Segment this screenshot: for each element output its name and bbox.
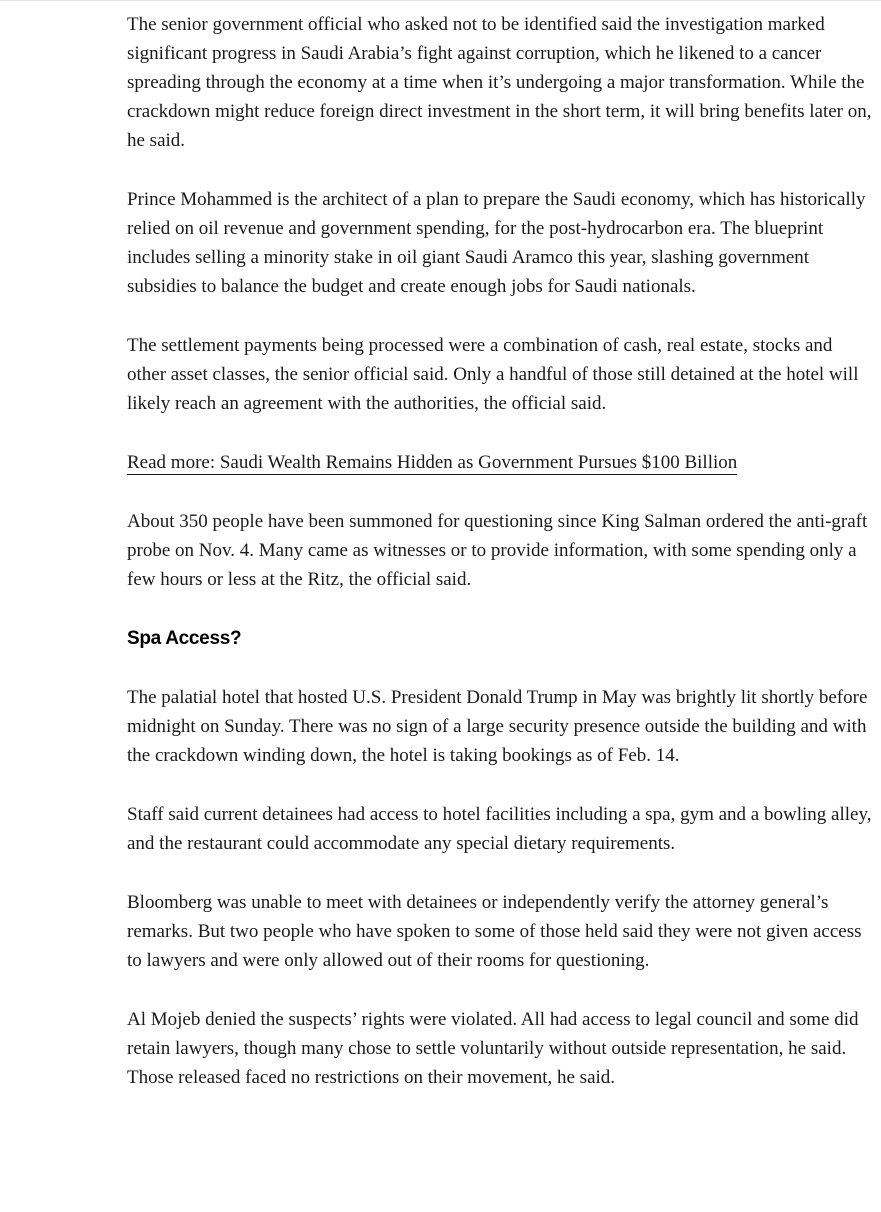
article-paragraph: Bloomberg was unable to meet with detainees or independently verify the attorney general’s remarks. But two people who have spoken to some of those held said they were not given access to lawyers and were only allowed out of their rooms for questioning. [127, 892, 862, 971]
article-paragraph: Prince Mohammed is the architect of a plan to prepare the Saudi economy, which has historically relied on oil revenue and government spending, for the post-hydrocarbon era. The blueprint includes selling a minority stake in oil giant Saudi Aramco this year, slashing government subsidies to balance the budget and create enough jobs for Saudi nationals. [127, 189, 866, 297]
article-paragraph: About 350 people have been summoned for questioning since King Salman ordered the anti-graft probe on Nov. 4. Many came as witnesses or to provide information, with some spending only a few hours or less at the Ritz, the official said. [127, 511, 868, 590]
article-paragraph: The palatial hotel that hosted U.S. President Donald Trump in May was brightly lit shortly before midnight on Sunday. There was no sign of a large security presence outside the building and with the crackdown winding down, the hotel is taking bookings as of Feb. 14. [127, 687, 868, 766]
read-more-link[interactable]: Read more: Saudi Wealth Remains Hidden as Government Pursues $100 Billion [127, 452, 738, 473]
read-more-container [127, 448, 872, 477]
article-paragraph: Staff said current detainees had access to hotel facilities including a spa, gym and a bowling alley, and the restaurant could accommodate any special dietary requirements. [127, 804, 872, 854]
article-paragraph: The senior government official who asked not to be identified said the investigation marked significant progress in Saudi Arabia’s fight against corruption, which he likened to a cancer spreading through the economy at a time when it’s undergoing a major transformation. While the crackdown might reduce foreign direct investment in the short term, it will bring benefits later on, he said. [127, 14, 872, 151]
article-body [127, 10, 872, 1122]
article-paragraph: The settlement payments being processed were a combination of cash, real estate, stocks and other asset classes, the senior official said. Only a handful of those still detained at the hotel will likely reach an agreement with the authorities, the official said. [127, 335, 859, 414]
section-subheading: Spa Access? [127, 628, 242, 649]
top-divider [0, 0, 881, 1]
article-paragraph: Al Mojeb denied the suspects’ rights were violated. All had access to legal council and some did retain lawyers, though many chose to settle voluntarily without outside representation, he said. Those released faced no restrictions on their movement, he said. [127, 1009, 859, 1088]
